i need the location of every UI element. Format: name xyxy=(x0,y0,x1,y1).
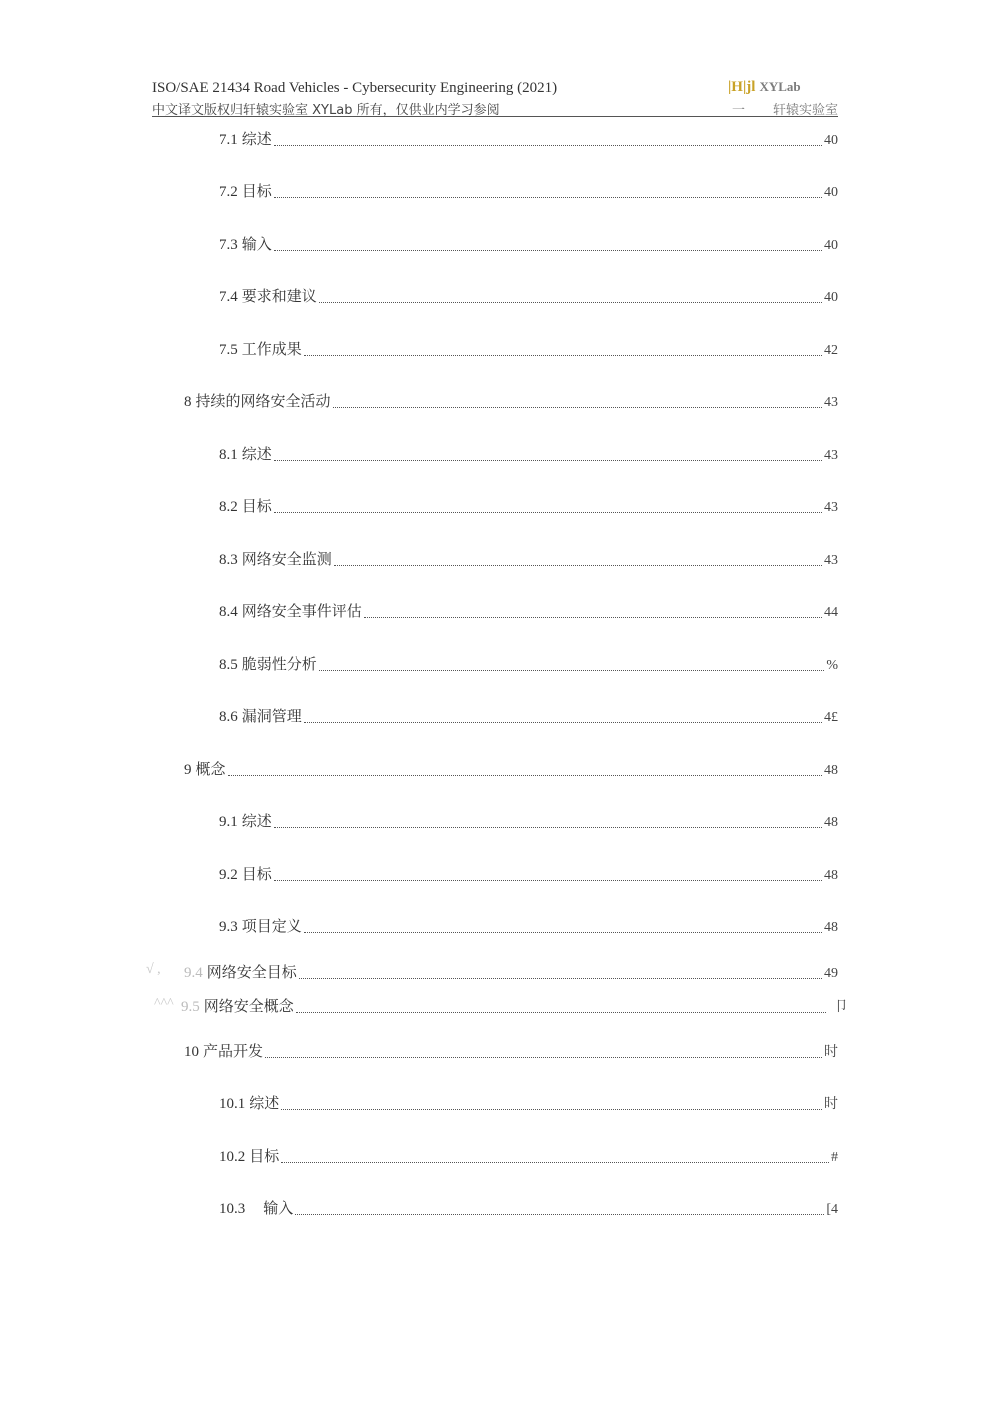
toc-number: 7.3 xyxy=(219,237,238,253)
toc-page: [4 xyxy=(826,1202,838,1217)
toc-number: 10 xyxy=(184,1044,199,1060)
toc-number: 7.4 xyxy=(219,289,238,305)
copyright-notice: 中文译文版权归轩辕实验室 XYLab 所有，仅供业内学习参阅 xyxy=(152,103,500,118)
toc-entry[interactable] xyxy=(219,810,838,832)
toc-entry[interactable] xyxy=(181,995,848,1017)
dot-leader xyxy=(319,301,822,303)
dot-leader xyxy=(299,977,822,979)
toc-label: 目标 xyxy=(241,497,272,515)
dot-leader xyxy=(281,1108,822,1110)
lab-dash: 一 xyxy=(732,103,746,118)
toc-page: % xyxy=(826,658,838,673)
toc-number: 9.3 xyxy=(219,919,238,935)
dot-leader xyxy=(295,1213,824,1215)
dot-leader xyxy=(304,931,822,933)
toc-number: 7.5 xyxy=(219,342,238,358)
toc-entry[interactable] xyxy=(219,863,838,885)
toc-number: 8.2 xyxy=(219,499,238,515)
toc-label: 综述 xyxy=(241,445,272,463)
toc-entry[interactable] xyxy=(219,600,838,622)
dot-leader xyxy=(274,249,822,251)
toc-number: 8.1 xyxy=(219,447,238,463)
toc-entry[interactable] xyxy=(219,1092,838,1114)
toc-entry[interactable] xyxy=(184,390,838,412)
toc-page: 40 xyxy=(824,238,838,253)
dot-leader xyxy=(274,459,822,461)
toc-page: 48 xyxy=(824,920,838,935)
scan-artifact-mark: √ , xyxy=(146,962,161,977)
toc-label: 网络安全事件评估 xyxy=(241,602,362,620)
toc-page: 42 xyxy=(824,343,838,358)
toc-page: 48 xyxy=(824,763,838,778)
toc-number: 10.1 xyxy=(219,1096,246,1112)
dot-leader xyxy=(228,774,822,776)
toc-number: 7.1 xyxy=(219,132,238,148)
toc-page: 43 xyxy=(824,500,838,515)
toc-entry[interactable] xyxy=(219,128,838,150)
toc-number: 9 xyxy=(184,762,192,778)
toc-entry[interactable] xyxy=(219,1145,838,1167)
toc-entry[interactable] xyxy=(219,915,838,937)
dot-leader xyxy=(333,406,822,408)
toc-page: 49 xyxy=(824,966,838,981)
toc-label: 网络安全监测 xyxy=(241,550,332,568)
toc-label: 目标 xyxy=(241,182,272,200)
toc-entry[interactable] xyxy=(184,1040,838,1062)
toc-page: 48 xyxy=(824,868,838,883)
toc-number: 8.6 xyxy=(219,709,238,725)
toc-entry[interactable] xyxy=(219,548,838,570)
toc-label: 综述 xyxy=(249,1094,280,1112)
toc-page: 40 xyxy=(824,133,838,148)
toc-page: 43 xyxy=(824,395,838,410)
dot-leader xyxy=(274,144,822,146)
dot-leader xyxy=(274,511,822,513)
toc-label: 漏洞管理 xyxy=(241,707,302,725)
toc-number: 9.2 xyxy=(219,867,238,883)
toc-label: 输入 xyxy=(241,235,272,253)
xylab-logo xyxy=(728,79,801,96)
toc-page: 时 xyxy=(824,1045,838,1060)
toc-entry[interactable] xyxy=(219,495,838,517)
lab-name-text: 轩辕实验室 xyxy=(772,103,838,118)
toc-page: 43 xyxy=(824,553,838,568)
toc-page: 4£ xyxy=(824,710,838,725)
toc-entry[interactable] xyxy=(219,1197,838,1219)
dot-leader xyxy=(281,1161,829,1163)
toc-page: 44 xyxy=(824,605,838,620)
toc-label: 项目定义 xyxy=(241,917,302,935)
toc-number: 8 xyxy=(184,394,192,410)
toc-entry[interactable] xyxy=(184,758,838,780)
toc-label: 输入 xyxy=(263,1199,294,1217)
toc-number: 9.4 xyxy=(184,965,203,981)
document-title: ISO/SAE 21434 Road Vehicles - Cybersecurity Engineering (2021) xyxy=(152,80,558,96)
toc-number: 8.4 xyxy=(219,604,238,620)
toc-label: 综述 xyxy=(241,130,272,148)
toc-page: 卩 xyxy=(834,1000,848,1015)
toc-entry[interactable] xyxy=(219,233,838,255)
toc-number: 8.3 xyxy=(219,552,238,568)
toc-label: 脆弱性分析 xyxy=(241,655,317,673)
dot-leader xyxy=(296,1011,826,1013)
toc-entry[interactable] xyxy=(219,705,838,727)
dot-leader xyxy=(304,354,822,356)
toc-label: 网络安全概念 xyxy=(203,997,294,1015)
toc-entry[interactable] xyxy=(219,443,838,465)
toc-page: 40 xyxy=(824,185,838,200)
scan-artifact-mark: ^^^ xyxy=(154,996,174,1011)
dot-leader xyxy=(304,721,822,723)
toc-page: 43 xyxy=(824,448,838,463)
toc-label: 要求和建议 xyxy=(241,287,317,305)
toc-label: 持续的网络安全活动 xyxy=(195,392,331,410)
toc-number: 8.5 xyxy=(219,657,238,673)
toc-entry[interactable] xyxy=(219,338,838,360)
dot-leader xyxy=(364,616,822,618)
toc-label: 综述 xyxy=(241,812,272,830)
dot-leader xyxy=(265,1056,822,1058)
toc-entry[interactable] xyxy=(219,653,838,675)
toc-entry[interactable] xyxy=(219,285,838,307)
toc-page: # xyxy=(831,1150,838,1165)
toc-entry[interactable] xyxy=(219,180,838,202)
toc-label: 目标 xyxy=(241,865,272,883)
toc-label: 网络安全目标 xyxy=(206,963,297,981)
toc-label: 目标 xyxy=(249,1147,280,1165)
toc-label: 工作成果 xyxy=(241,340,302,358)
toc-page: 48 xyxy=(824,815,838,830)
toc-label: 概念 xyxy=(195,760,226,778)
toc-number: 9.1 xyxy=(219,814,238,830)
toc-number: 10.2 xyxy=(219,1149,246,1165)
toc-label: 产品开发 xyxy=(203,1042,264,1060)
toc-entry[interactable] xyxy=(184,961,838,983)
dot-leader xyxy=(274,196,822,198)
toc-page: 40 xyxy=(824,290,838,305)
dot-leader xyxy=(334,564,822,566)
logo-mark: |H|jl xyxy=(728,79,756,95)
dot-leader xyxy=(319,669,825,671)
toc-number: 10.3 xyxy=(219,1201,246,1217)
lab-name xyxy=(732,99,838,118)
toc-page: 时 xyxy=(824,1097,838,1112)
dot-leader xyxy=(274,826,822,828)
toc-number: 9.5 xyxy=(181,999,200,1015)
dot-leader xyxy=(274,879,822,881)
page-header xyxy=(152,78,838,117)
toc-number: 7.2 xyxy=(219,184,238,200)
logo-text: XYLab xyxy=(759,79,801,94)
